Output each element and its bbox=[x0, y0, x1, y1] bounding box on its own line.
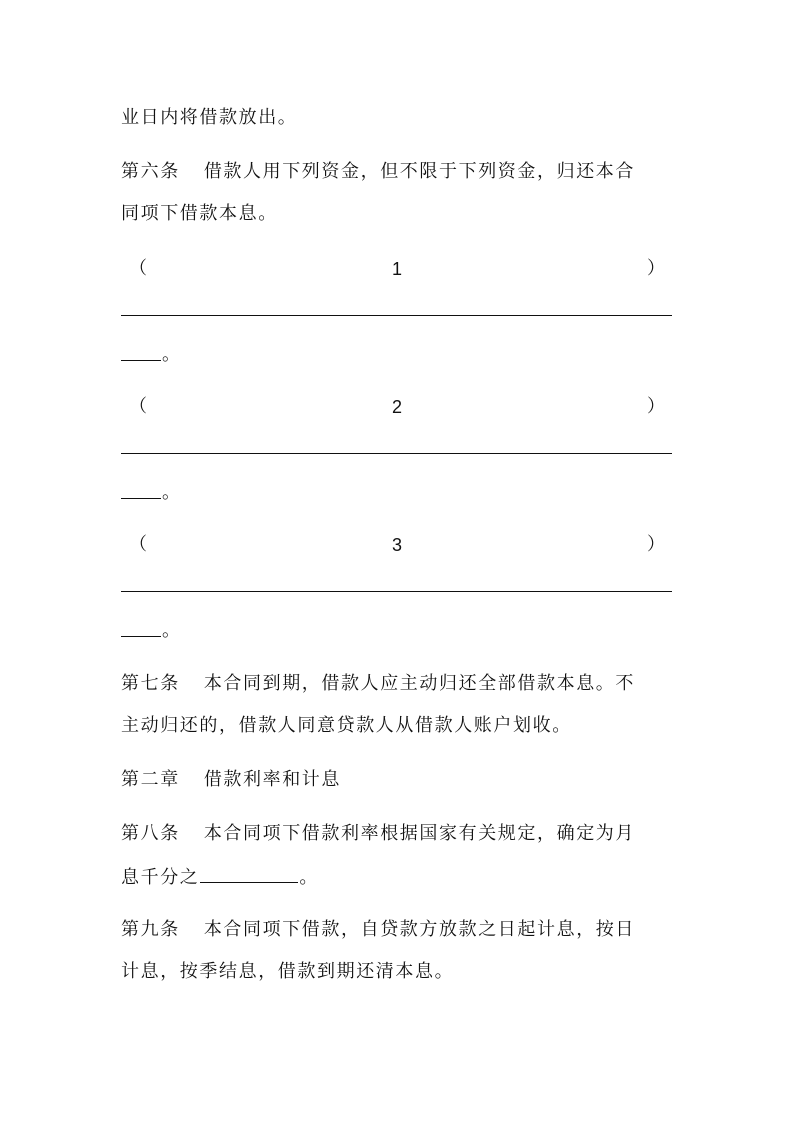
fill-in-line-end[interactable] bbox=[121, 636, 161, 637]
article-9-line-2 bbox=[121, 960, 673, 984]
fill-in-line[interactable] bbox=[121, 591, 672, 592]
fill-in-line[interactable] bbox=[121, 453, 672, 454]
article-8-text-1: 本合同项下借款利率根据国家有关规定，确定为月 bbox=[203, 823, 636, 844]
item-end-mark: 。 bbox=[162, 482, 180, 503]
article-7-text-1: 本合同到期，借款人应主动归还全部借款本息。不 bbox=[203, 673, 636, 694]
close-paren: ） bbox=[647, 258, 665, 279]
article-7-line-1 bbox=[121, 672, 673, 696]
article-8-line-1 bbox=[121, 822, 673, 846]
fill-in-line-end[interactable] bbox=[121, 360, 161, 361]
article-7-label: 第七条 bbox=[121, 673, 180, 694]
chapter-2-label: 第二章 bbox=[121, 769, 180, 790]
item-number: 3 bbox=[391, 535, 402, 555]
fill-in-line-end[interactable] bbox=[121, 498, 161, 499]
article-7-text-2: 主动归还的，借款人同意贷款人从借款人账户划收。 bbox=[121, 715, 572, 736]
article-9-text-2: 计息，按季结息，借款到期还清本息。 bbox=[121, 961, 455, 982]
article-6-line-2 bbox=[121, 202, 673, 226]
item-end-mark: 。 bbox=[162, 344, 180, 365]
article-6-text-2: 同项下借款本息。 bbox=[121, 203, 278, 224]
close-paren: ） bbox=[647, 396, 665, 417]
open-paren: （ bbox=[129, 534, 147, 555]
open-paren: （ bbox=[129, 258, 147, 279]
repayment-item-1 bbox=[121, 257, 673, 281]
item-end-mark: 。 bbox=[162, 620, 180, 641]
interest-rate-blank[interactable] bbox=[200, 864, 298, 883]
article-8-end-mark: 。 bbox=[299, 867, 320, 888]
repayment-item-2 bbox=[121, 395, 673, 419]
article-8-line-2 bbox=[121, 864, 673, 890]
article-9-label: 第九条 bbox=[121, 919, 180, 940]
article-6-text-1: 借款人用下列资金，但不限于下列资金，归还本合 bbox=[203, 161, 636, 182]
repayment-item-3 bbox=[121, 533, 673, 557]
fill-in-line[interactable] bbox=[121, 315, 672, 316]
item-number: 2 bbox=[391, 397, 402, 417]
continuation-text: 业日内将借款放出。 bbox=[121, 107, 298, 128]
article-8-label: 第八条 bbox=[121, 823, 180, 844]
chapter-2-heading bbox=[121, 768, 673, 792]
continuation-line bbox=[121, 106, 673, 130]
article-9-text-1: 本合同项下借款，自贷款方放款之日起计息，按日 bbox=[203, 919, 636, 940]
article-6-label: 第六条 bbox=[121, 161, 180, 182]
chapter-2-title: 借款利率和计息 bbox=[203, 769, 342, 790]
close-paren: ） bbox=[647, 534, 665, 555]
article-9-line-1 bbox=[121, 918, 673, 942]
open-paren: （ bbox=[129, 396, 147, 417]
article-8-text-2: 息千分之 bbox=[121, 867, 200, 888]
article-6-line-1 bbox=[121, 160, 673, 184]
article-7-line-2 bbox=[121, 714, 673, 738]
item-number: 1 bbox=[391, 259, 402, 279]
